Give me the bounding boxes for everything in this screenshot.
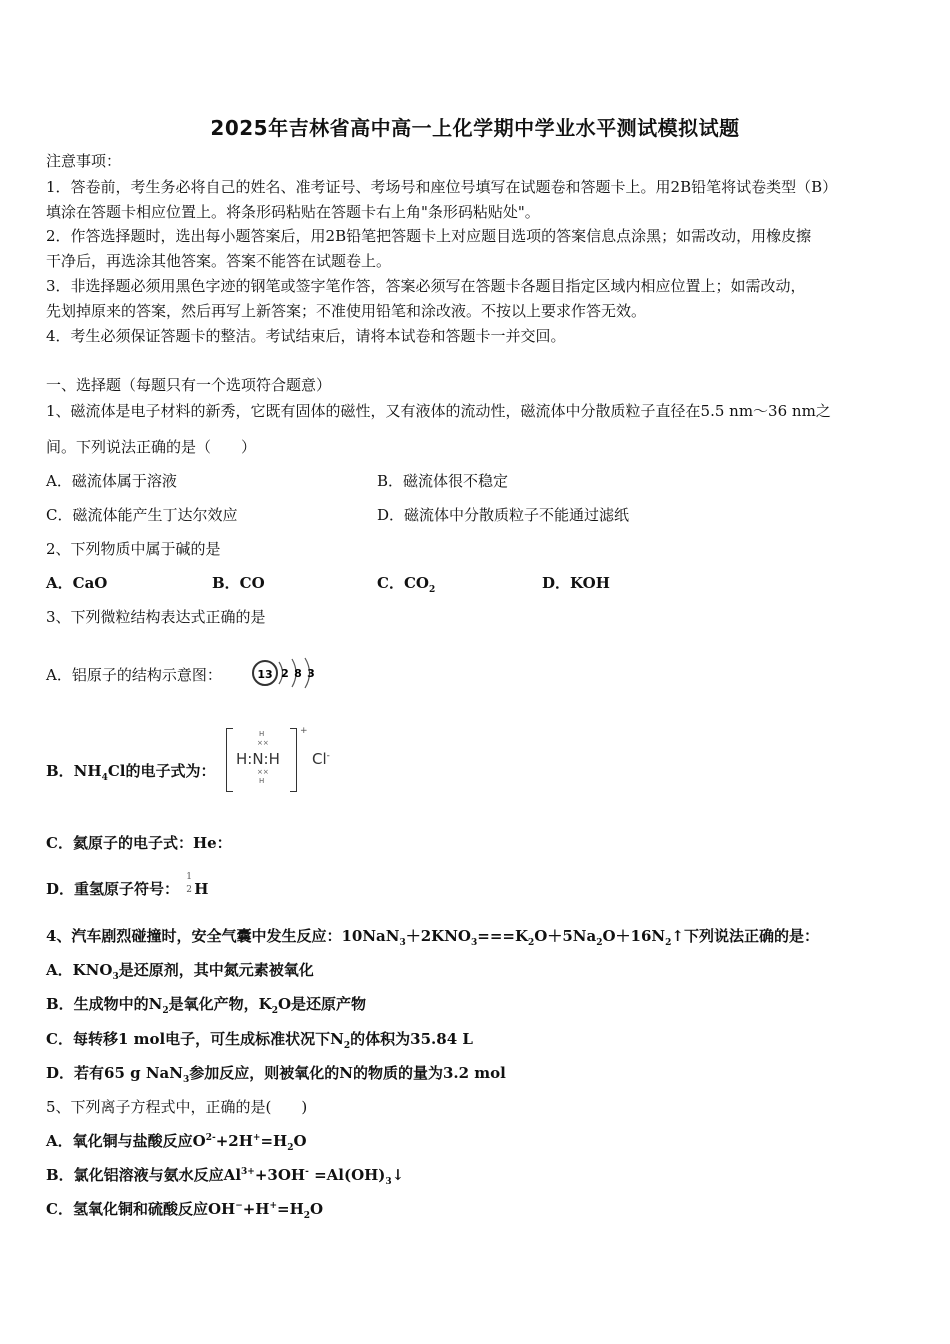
ammonium-core: H:N:H [236, 750, 280, 768]
q3-option-d-text: D．重氢原子符号： [46, 880, 180, 898]
text-segment: C．每转移1 mol电子，可生成标准状况下N [46, 1030, 344, 1048]
q4-option-b [46, 994, 366, 1014]
q1-option-c: C．磁流体能产生丁达尔效应 [46, 506, 238, 524]
nucleus-charge: 13 [257, 668, 273, 681]
q4-stem [46, 926, 819, 946]
q1-stem-line2: 间。下列说法正确的是（ ） [46, 438, 257, 456]
subscript: 2 [162, 1006, 169, 1016]
q3-option-b-text: Cl的电子式为： [107, 762, 216, 780]
text-segment: =H [260, 1132, 288, 1150]
superscript: 3+ [241, 1167, 255, 1177]
q1-option-b: B．磁流体很不稳定 [377, 472, 509, 490]
q3-option-b-text: B．NH [46, 762, 102, 780]
notice-heading: 注意事项： [46, 152, 122, 170]
shell-electrons: 8 [294, 667, 302, 680]
electron-pair-top: ×× [257, 739, 269, 747]
notice-line: 1．答卷前，考生务必将自己的姓名、准考证号、考场号和座位号填写在试题卷和答题卡上。用2B铅笔将试卷类型（B） [46, 178, 838, 196]
subscript: 2 [271, 1006, 278, 1016]
q3-option-d [46, 872, 209, 899]
q2-option-b: B．CO [212, 574, 265, 592]
q3-stem: 3、下列微粒结构表达式正确的是 [46, 608, 266, 626]
hydrogen-top: H [259, 730, 265, 738]
subscript: 3 [471, 938, 478, 948]
text-segment: =Al(OH) [308, 1166, 386, 1184]
isotope-top-number: 1 [186, 872, 192, 882]
q4-option-c [46, 1029, 473, 1049]
q4-option-a [46, 960, 314, 980]
text-segment: 是还原剂，其中氮元素被氧化 [118, 961, 314, 979]
superscript: − [235, 1201, 243, 1211]
text-segment: O [310, 1200, 324, 1218]
subscript: 3 [399, 938, 406, 948]
text-segment: +2H [215, 1132, 253, 1150]
section-heading: 一、选择题（每题只有一个选项符合题意） [46, 376, 332, 394]
shell-electrons: 3 [307, 667, 315, 680]
subscript: 3 [112, 972, 119, 982]
text-segment: O是还原产物 [277, 995, 367, 1013]
text-segment: 是氧化产物，K [168, 995, 272, 1013]
text-segment: O＋5Na [534, 927, 597, 945]
superscript: 2- [205, 1133, 216, 1143]
text-segment: O＋16N [602, 927, 666, 945]
subscript: 4 [101, 773, 108, 783]
subscript: 2 [428, 585, 436, 595]
q1-option-d: D．磁流体中分散质粒子不能通过滤纸 [377, 506, 630, 524]
text-segment: 参加反应，则被氧化的N的物质的量为3.2 mol [189, 1064, 506, 1082]
chloride-ion [312, 750, 330, 768]
ammonium-chloride-electron-formula [226, 728, 336, 792]
subscript: 2 [665, 938, 672, 948]
notice-line: 2．作答选择题时，选出每小题答案后，用2B铅笔把答题卡上对应题目选项的答案信息点涂黑；如需改动，用橡皮擦 [46, 227, 812, 245]
subscript: 2 [303, 1211, 311, 1221]
q3-option-a [46, 665, 222, 685]
isotope-symbol: H [194, 880, 209, 898]
notice-line: 干净后，再选涂其他答案。答案不能答在试题卷上。 [46, 252, 392, 270]
text-segment: 的体积为35.84 L [350, 1030, 473, 1048]
superscript: - [305, 1167, 309, 1177]
text-segment: B．氯化铝溶液与氨水反应Al [46, 1166, 242, 1184]
notice-line: 4．考生必须保证答题卡的整洁。考试结束后，请将本试卷和答题卡一并交回。 [46, 327, 566, 345]
text-segment: ＋2KNO [405, 927, 471, 945]
q5-stem: 5、下列离子方程式中，正确的是( ) [46, 1098, 308, 1116]
text-segment: ↓ [391, 1166, 405, 1184]
isotope-numbers [184, 872, 194, 899]
q3-option-a-text: A．铝原子的结构示意图： [46, 666, 222, 684]
q1-stem-line1: 1、磁流体是电子材料的新秀，它既有固体的磁性，又有液体的流动性，磁流体中分散质粒子直径在5.5 nm～36 nm之 [46, 402, 831, 420]
aluminum-atom-diagram [248, 656, 322, 690]
subscript: 2 [596, 938, 603, 948]
left-bracket [226, 728, 233, 792]
page-title: 2025年吉林省高中高一上化学期中学业水平测试模拟试题 [210, 116, 740, 140]
notice-line: 先划掉原来的答案，然后再写上新答案；不准使用铅笔和涂改液。不按以上要求作答无效。 [46, 302, 647, 320]
q2-option-a: A．CaO [46, 574, 108, 592]
superscript: - [326, 751, 330, 761]
electron-pair-bottom: ×× [257, 768, 269, 776]
hydrogen-bottom: H [259, 777, 265, 785]
q2-option-c-text: C．CO [377, 574, 429, 592]
text-segment: ===K [477, 927, 529, 945]
text-segment: B．生成物中的N [46, 995, 163, 1013]
right-bracket [290, 728, 297, 792]
charge-plus: + [300, 726, 308, 736]
q5-option-a [46, 1131, 307, 1151]
text-segment: C．氢氧化铜和硫酸反应OH [46, 1200, 236, 1218]
notice-line: 填涂在答题卡相应位置上。将条形码粘贴在答题卡右上角"条形码粘贴处"。 [46, 203, 540, 221]
q3-option-c: C．氦原子的电子式：He： [46, 834, 232, 852]
q2-option-c [377, 573, 435, 593]
text-segment: =H [277, 1200, 304, 1218]
q1-option-a: A．磁流体属于溶液 [46, 472, 177, 490]
q2-option-d: D．KOH [542, 574, 610, 592]
q2-stem: 2、下列物质中属于碱的是 [46, 540, 221, 558]
subscript: 3 [385, 1177, 392, 1187]
q4-option-d [46, 1063, 506, 1083]
text-segment: A．氧化铜与盐酸反应O [46, 1132, 206, 1150]
superscript: + [252, 1133, 261, 1143]
isotope-bottom-number: 2 [186, 885, 192, 895]
superscript: + [269, 1201, 278, 1211]
subscript: 3 [182, 1075, 190, 1085]
text-segment: +3OH [254, 1166, 306, 1184]
text-segment: +H [242, 1200, 270, 1218]
subscript: 2 [528, 938, 535, 948]
notice-line: 3．非选择题必须用黑色字迹的钢笔或签字笔作答，答案必须写在答题卡各题目指定区域内相应位置上；如需改动， [46, 277, 806, 295]
shell-electrons: 2 [281, 667, 289, 680]
text-segment: 4、汽车剧烈碰撞时，安全气囊中发生反应：10NaN [46, 927, 400, 945]
text-segment: ↑下列说法正确的是： [671, 927, 819, 945]
text-segment: A．KNO [46, 961, 113, 979]
q5-option-c [46, 1199, 323, 1219]
subscript: 2 [287, 1143, 294, 1153]
q5-option-b [46, 1165, 404, 1185]
q3-option-b [46, 761, 215, 781]
text-segment: D．若有65 g NaN [46, 1064, 183, 1082]
chloride-symbol: Cl [312, 750, 327, 768]
subscript: 2 [343, 1041, 351, 1051]
text-segment: O [293, 1132, 307, 1150]
